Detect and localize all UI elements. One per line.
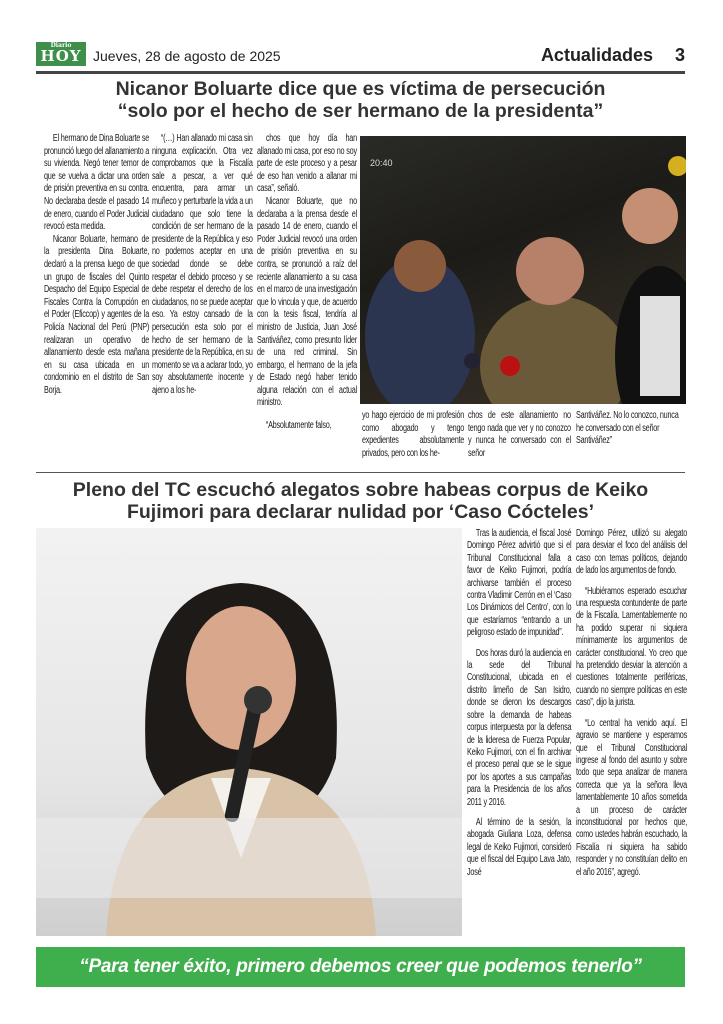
headline-line: Fujimori para declarar nulidad por ‘Caso Cócteles’ xyxy=(126,501,595,523)
article2-column xyxy=(467,528,571,879)
quote-banner: “Para tener éxito, primero debemos creer que podemos tenerlo” xyxy=(36,947,685,987)
paragraph: Dos horas duró la audiencia en la sede del Tribunal Constitucional, ubicada en el distrito limeño de San Isidro, donde se dieron los descargos sobre la demanda de habeas corpus interpuesta por la defensa de la lideresa de Fuerza Popular, Keiko Fujimori, con el fin archivar el proceso penal que se le sigue por los aportes a sus campañas para la Presidencia de los años 2011 y 2016. xyxy=(467,647,572,808)
press-scene-illustration xyxy=(360,136,686,404)
article1-column xyxy=(257,133,357,433)
paragraph: “(…) Han allanado mi casa sin ninguna explicación. Otra vez comprobamos que la Fiscalía sale a pescar, a ver qué encuentra, para armar un muñeco y perturbarle la vida a un ciudadano que solo tiene la condición de ser hermano de la presidente de la República y eso no podemos aceptar en una sociedad donde se debe respetar el debido proceso y se debe respetar el derecho de los ciudadanos, no se puede aceptar eso. Ya estoy cansado de la persecución esta solo por el hecho de ser hermano de la presidente de la República, en su momento se va a aclarar todo, yo soy absolutamente inocente y ajeno a los he- xyxy=(152,133,253,396)
article2-headline xyxy=(36,479,685,523)
paragraph: Nicanor Boluarte, hermano de la presidenta Dina Boluarte, declaró a la prensa luego de que un grupo de fiscales del Quinto Despacho del Equipo Especial de Fiscales Contra la Corrupción en el Poder (Eficcop) y agentes de la Policía Nacional del Perú (PNP) realizaran un operativo de allanamiento desde esta mañana en su casa ubicada en un condominio en el distrito de San Borja. xyxy=(44,233,150,396)
keiko-fujimori-photo xyxy=(36,528,462,936)
article1-column xyxy=(576,410,684,448)
article2-column xyxy=(576,528,687,879)
headline-line: “solo por el hecho de ser hermano de la presidenta” xyxy=(117,100,604,122)
section-name: Actualidades xyxy=(540,45,653,65)
section-title xyxy=(541,45,685,66)
nicanor-boluarte-photo xyxy=(360,136,686,404)
paragraph: yo hago ejercicio de mi profesión como abogado y tengo expedientes absolutamente privados, pero con los he- xyxy=(362,410,465,459)
header-rule xyxy=(36,71,685,74)
article1-column xyxy=(44,133,149,397)
video-timestamp: 20:40 xyxy=(370,158,393,168)
paragraph: “Absolutamente falso, xyxy=(265,420,332,432)
article1-column xyxy=(362,410,464,460)
speaker-illustration xyxy=(36,528,462,936)
article1-column xyxy=(468,410,571,460)
paragraph: chos de este allanamiento no tengo nada que ver y no conozco y nunca he conversado con el señor xyxy=(468,410,571,459)
paragraph: Tras la audiencia, el fiscal José Domingo Pérez advirtió que si el Tribunal Constitucional falla a favor de Keiko Fujimori, podría archivarse también el proceso contra Vladimir Cerrón en el ‘Caso Los Dinámicos del Centro’, con lo que estaríamos “entrando a un peligroso estado de impunidad”. xyxy=(467,528,572,639)
paragraph: “Lo central ha venido aquí. El agravio se mantiene y esperamos que el Tribunal Constitucional ingrese al fondo del asunto y sobre todo que sepa analizar de manera correcta que ya la señora lleva lamentablemente 10 años sometida a un proceso de carácter inconstitucional por hechos que, como ustedes habrán escuchado, la Fiscalía ni siquiera ha sabido responder y no constituían delito en el año 2016”, agregó. xyxy=(576,717,687,878)
diario-hoy-logo xyxy=(36,42,86,66)
article-divider xyxy=(36,472,685,473)
paragraph: Nicanor Boluarte, que no declaraba a la prensa desde el pasado 14 de enero, cuando el Poder Judicial revocó una orden de prisión preventiva en su contra, se pronunció a raíz del reciente allanamiento a su casa en el marco de una investigación que lo vincula y que, de acuerdo con la tesis fiscal, tendría al ministro de Justicia, Juan José Santiváñez, como presunto líder de una red criminal. Sin embargo, el hermano de la jefa de Estado negó haber tenido alguna relación con el actual ministro. xyxy=(257,195,357,409)
paragraph: “Hubiéramos esperado escuchar una respuesta contundente de parte de la Fiscalía. Lamentablemente no ha podido superar ni siquiera mínimamente los argumentos de carácter constitucional. Yo creo que ha pretendido desviar la atención a cuestiones totalmente periféricas, cuando no siempre políticas en este caso”, dijo la jurista. xyxy=(576,585,687,709)
paragraph: chos que hoy día han allanado mi casa, por eso no soy parte de este proceso y a pesar de eso han venido a allanar mi casa”, señaló. xyxy=(257,133,357,195)
logo-big-text: HOY xyxy=(40,47,82,65)
article1-headline xyxy=(36,78,685,122)
logo-small-text: Diario xyxy=(50,42,72,49)
paragraph: El hermano de Dina Boluarte se pronunció luego del allanamiento a su vivienda. Negó tener temor de que se vuelva a dictar una orden de prisión preventiva en su contra. No declaraba desde el pasado 14 de enero, cuando el Poder Judicial revocó esta medida. xyxy=(44,133,150,233)
headline-line: Pleno del TC escuchó alegatos sobre habeas corpus de Keiko xyxy=(72,479,649,501)
headline-line: Nicanor Boluarte dice que es víctima de persecución xyxy=(115,78,606,100)
paragraph: Domingo Pérez, utilizó su alegato para desviar el foco del análisis del caso con temas políticos, dejando de lado los argumentos de fondo. xyxy=(576,528,687,577)
paragraph: Al término de la sesión, la abogada Giuliana Loza, defensa legal de Keiko Fujimori, consideró que el fiscal del Equipo Lava Jato, José xyxy=(467,816,572,878)
paragraph: Santiváñez. No lo conozco, nunca he conversado con el señor Santiváñez” xyxy=(576,410,679,447)
article1-column xyxy=(152,133,253,397)
issue-date: Jueves, 28 de agosto de 2025 xyxy=(93,48,281,64)
page-number: 3 xyxy=(674,45,685,65)
